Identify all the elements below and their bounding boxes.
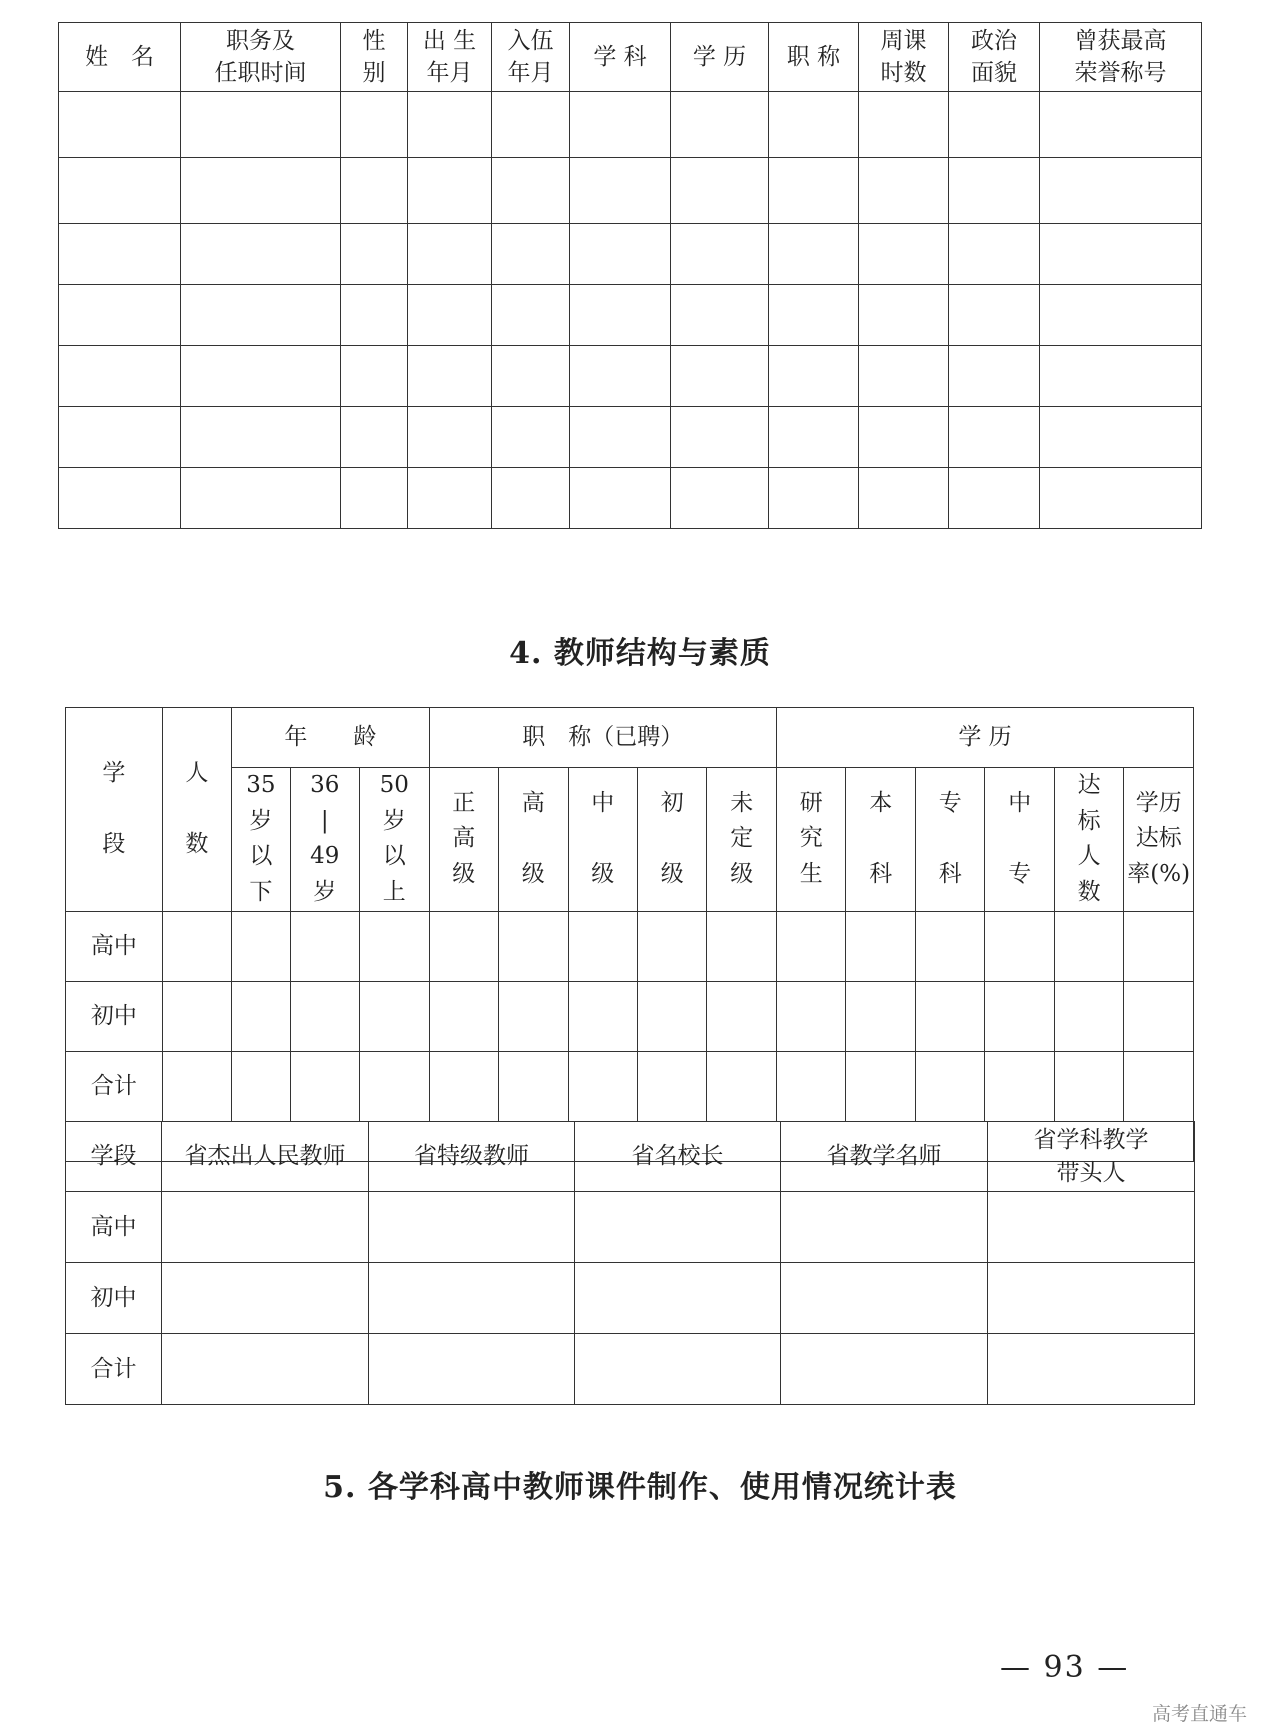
education-column-header: 中 专 xyxy=(985,768,1054,912)
staff-entry-cell[interactable] xyxy=(341,468,408,529)
structure-entry-cell[interactable] xyxy=(162,981,231,1051)
staff-entry-cell[interactable] xyxy=(492,92,570,158)
staff-entry-cell[interactable] xyxy=(949,346,1040,407)
staff-entry-cell[interactable] xyxy=(408,92,492,158)
staff-entry-cell[interactable] xyxy=(408,224,492,285)
honors-entry-cell[interactable] xyxy=(988,1192,1195,1263)
staff-row xyxy=(59,407,1202,468)
honors-header-row xyxy=(66,1122,1195,1192)
honors-entry-cell[interactable] xyxy=(162,1192,369,1263)
staff-entry-cell[interactable] xyxy=(1040,224,1202,285)
honors-row xyxy=(66,1192,1195,1263)
structure-entry-cell[interactable] xyxy=(985,911,1054,981)
staff-entry-cell[interactable] xyxy=(949,92,1040,158)
structure-entry-cell[interactable] xyxy=(637,911,706,981)
stage-label: 初中 xyxy=(66,1263,162,1334)
staff-entry-cell[interactable] xyxy=(859,468,949,529)
structure-entry-cell[interactable] xyxy=(1054,1051,1123,1121)
staff-entry-cell[interactable] xyxy=(671,158,769,224)
section5-title: 5. 各学科高中教师课件制作、使用情况统计表 xyxy=(323,1470,957,1505)
staff-entry-cell[interactable] xyxy=(1040,285,1202,346)
honors-entry-cell[interactable] xyxy=(781,1192,988,1263)
staff-entry-cell[interactable] xyxy=(181,285,341,346)
staff-entry-cell[interactable] xyxy=(671,92,769,158)
honors-header-cell: 省学科教学 带头人 xyxy=(988,1122,1195,1192)
staff-entry-cell[interactable] xyxy=(408,407,492,468)
honors-entry-cell[interactable] xyxy=(369,1334,575,1405)
staff-entry-cell[interactable] xyxy=(181,407,341,468)
staff-entry-cell[interactable] xyxy=(859,92,949,158)
staff-entry-cell[interactable] xyxy=(492,468,570,529)
honors-entry-cell[interactable] xyxy=(988,1263,1195,1334)
staff-row xyxy=(59,346,1202,407)
structure-row xyxy=(66,981,1194,1051)
structure-entry-cell[interactable] xyxy=(568,911,637,981)
count-header: 人 数 xyxy=(162,708,231,912)
staff-entry-cell[interactable] xyxy=(859,346,949,407)
education-column-header: 专 科 xyxy=(915,768,984,912)
staff-row xyxy=(59,468,1202,529)
staff-entry-cell[interactable] xyxy=(570,158,671,224)
honors-entry-cell[interactable] xyxy=(162,1334,369,1405)
staff-entry-cell[interactable] xyxy=(492,285,570,346)
honors-header-cell: 省名校长 xyxy=(575,1122,781,1192)
staff-entry-cell[interactable] xyxy=(181,468,341,529)
staff-entry-cell[interactable] xyxy=(1040,158,1202,224)
staff-entry-cell[interactable] xyxy=(492,407,570,468)
staff-entry-cell[interactable] xyxy=(181,158,341,224)
staff-entry-cell[interactable] xyxy=(949,407,1040,468)
title-column-header: 初 级 xyxy=(637,768,706,912)
staff-header-cell: 职务及 任职时间 xyxy=(181,23,341,92)
staff-entry-cell[interactable] xyxy=(570,468,671,529)
staff-entry-cell[interactable] xyxy=(492,346,570,407)
staff-entry-cell[interactable] xyxy=(859,285,949,346)
structure-entry-cell[interactable] xyxy=(915,911,984,981)
stage-label: 高中 xyxy=(66,911,163,981)
honors-header-cell: 省特级教师 xyxy=(369,1122,575,1192)
structure-entry-cell[interactable] xyxy=(360,911,429,981)
honors-entry-cell[interactable] xyxy=(575,1192,781,1263)
staff-entry-cell[interactable] xyxy=(570,92,671,158)
education-column-header: 达 标 人 数 xyxy=(1054,768,1123,912)
staff-table xyxy=(58,22,1202,529)
stage-label: 高中 xyxy=(66,1192,162,1263)
age-group-header: 年 龄 xyxy=(232,708,429,768)
staff-entry-cell[interactable] xyxy=(1040,346,1202,407)
honors-header-cell: 学段 xyxy=(66,1122,162,1192)
education-column-header: 学历 达标 率(%) xyxy=(1124,768,1194,912)
structure-entry-cell[interactable] xyxy=(1054,981,1123,1051)
structure-entry-cell[interactable] xyxy=(707,981,777,1051)
staff-entry-cell[interactable] xyxy=(181,346,341,407)
structure-entry-cell[interactable] xyxy=(777,981,846,1051)
education-column-header: 本 科 xyxy=(846,768,915,912)
staff-entry-cell[interactable] xyxy=(492,158,570,224)
structure-entry-cell[interactable] xyxy=(1124,1051,1194,1121)
staff-entry-cell[interactable] xyxy=(408,285,492,346)
structure-row xyxy=(66,1051,1194,1121)
structure-entry-cell[interactable] xyxy=(846,1051,915,1121)
stage-label: 初中 xyxy=(66,981,163,1051)
structure-entry-cell[interactable] xyxy=(637,981,706,1051)
staff-entry-cell[interactable] xyxy=(570,224,671,285)
staff-entry-cell[interactable] xyxy=(59,92,181,158)
staff-entry-cell[interactable] xyxy=(59,224,181,285)
structure-entry-cell[interactable] xyxy=(915,981,984,1051)
stage-label: 合计 xyxy=(66,1334,162,1405)
section4-title: 4. 教师结构与素质 xyxy=(509,636,771,671)
staff-header-cell: 周课 时数 xyxy=(859,23,949,92)
staff-entry-cell[interactable] xyxy=(408,158,492,224)
honors-entry-cell[interactable] xyxy=(988,1334,1195,1405)
staff-entry-cell[interactable] xyxy=(671,468,769,529)
staff-entry-cell[interactable] xyxy=(769,158,859,224)
stage-label: 合计 xyxy=(66,1051,163,1121)
honors-entry-cell[interactable] xyxy=(575,1263,781,1334)
structure-entry-cell[interactable] xyxy=(429,1051,498,1121)
structure-entry-cell[interactable] xyxy=(985,1051,1054,1121)
structure-entry-cell[interactable] xyxy=(162,1051,231,1121)
title-column-header: 高 级 xyxy=(499,768,568,912)
staff-entry-cell[interactable] xyxy=(949,158,1040,224)
staff-entry-cell[interactable] xyxy=(1040,468,1202,529)
structure-entry-cell[interactable] xyxy=(360,981,429,1051)
title-column-header: 中 级 xyxy=(568,768,637,912)
structure-entry-cell[interactable] xyxy=(499,911,568,981)
honors-entry-cell[interactable] xyxy=(575,1334,781,1405)
staff-row xyxy=(59,285,1202,346)
staff-entry-cell[interactable] xyxy=(492,224,570,285)
honors-entry-cell[interactable] xyxy=(781,1263,988,1334)
structure-entry-cell[interactable] xyxy=(232,981,290,1051)
structure-entry-cell[interactable] xyxy=(1054,911,1123,981)
structure-entry-cell[interactable] xyxy=(290,911,359,981)
staff-entry-cell[interactable] xyxy=(59,346,181,407)
staff-header-cell: 政治 面貌 xyxy=(949,23,1040,92)
structure-entry-cell[interactable] xyxy=(568,1051,637,1121)
staff-entry-cell[interactable] xyxy=(408,346,492,407)
staff-entry-cell[interactable] xyxy=(59,468,181,529)
staff-entry-cell[interactable] xyxy=(769,224,859,285)
staff-entry-cell[interactable] xyxy=(1040,407,1202,468)
structure-entry-cell[interactable] xyxy=(568,981,637,1051)
education-group-header: 学 历 xyxy=(777,708,1194,768)
staff-entry-cell[interactable] xyxy=(341,92,408,158)
honors-row xyxy=(66,1334,1195,1405)
staff-entry-cell[interactable] xyxy=(769,285,859,346)
staff-entry-cell[interactable] xyxy=(859,158,949,224)
staff-header-row xyxy=(59,23,1202,92)
staff-row xyxy=(59,158,1202,224)
honors-header-cell: 省教学名师 xyxy=(781,1122,988,1192)
staff-entry-cell[interactable] xyxy=(59,285,181,346)
structure-subheader-row xyxy=(66,768,1194,912)
staff-row xyxy=(59,224,1202,285)
structure-entry-cell[interactable] xyxy=(232,1051,290,1121)
structure-entry-cell[interactable] xyxy=(846,911,915,981)
structure-entry-cell[interactable] xyxy=(707,911,777,981)
honors-entry-cell[interactable] xyxy=(369,1263,575,1334)
staff-entry-cell[interactable] xyxy=(769,407,859,468)
staff-header-cell: 职 称 xyxy=(769,23,859,92)
staff-entry-cell[interactable] xyxy=(341,224,408,285)
staff-entry-cell[interactable] xyxy=(769,92,859,158)
structure-entry-cell[interactable] xyxy=(429,911,498,981)
honors-row xyxy=(66,1263,1195,1334)
title-column-header: 未 定 级 xyxy=(707,768,777,912)
age-column-header: 50 岁 以 上 xyxy=(360,768,429,912)
staff-header-cell: 曾获最高 荣誉称号 xyxy=(1040,23,1202,92)
staff-header-cell: 入伍 年月 xyxy=(492,23,570,92)
structure-entry-cell[interactable] xyxy=(162,911,231,981)
honors-entry-cell[interactable] xyxy=(162,1263,369,1334)
staff-entry-cell[interactable] xyxy=(408,468,492,529)
staff-entry-cell[interactable] xyxy=(769,468,859,529)
staff-header-cell: 学 历 xyxy=(671,23,769,92)
staff-entry-cell[interactable] xyxy=(671,407,769,468)
honors-table xyxy=(65,1121,1195,1405)
structure-entry-cell[interactable] xyxy=(232,911,290,981)
structure-entry-cell[interactable] xyxy=(915,1051,984,1121)
structure-entry-cell[interactable] xyxy=(846,981,915,1051)
structure-entry-cell[interactable] xyxy=(290,1051,359,1121)
staff-row xyxy=(59,92,1202,158)
staff-entry-cell[interactable] xyxy=(570,407,671,468)
staff-entry-cell[interactable] xyxy=(671,224,769,285)
structure-entry-cell[interactable] xyxy=(777,911,846,981)
staff-entry-cell[interactable] xyxy=(341,158,408,224)
staff-header-cell: 学 科 xyxy=(570,23,671,92)
structure-entry-cell[interactable] xyxy=(1124,981,1194,1051)
staff-entry-cell[interactable] xyxy=(341,285,408,346)
staff-entry-cell[interactable] xyxy=(949,224,1040,285)
stage-header: 学 段 xyxy=(66,708,163,912)
staff-entry-cell[interactable] xyxy=(859,407,949,468)
staff-entry-cell[interactable] xyxy=(949,468,1040,529)
structure-entry-cell[interactable] xyxy=(429,981,498,1051)
staff-entry-cell[interactable] xyxy=(341,407,408,468)
structure-entry-cell[interactable] xyxy=(360,1051,429,1121)
structure-entry-cell[interactable] xyxy=(985,981,1054,1051)
structure-entry-cell[interactable] xyxy=(499,981,568,1051)
staff-entry-cell[interactable] xyxy=(341,346,408,407)
staff-entry-cell[interactable] xyxy=(949,285,1040,346)
staff-entry-cell[interactable] xyxy=(671,346,769,407)
structure-entry-cell[interactable] xyxy=(290,981,359,1051)
staff-header-cell: 姓 名 xyxy=(59,23,181,92)
staff-entry-cell[interactable] xyxy=(1040,92,1202,158)
structure-entry-cell[interactable] xyxy=(777,1051,846,1121)
structure-row xyxy=(66,911,1194,981)
staff-entry-cell[interactable] xyxy=(59,407,181,468)
honors-header-cell: 省杰出人民教师 xyxy=(162,1122,369,1192)
staff-entry-cell[interactable] xyxy=(859,224,949,285)
title-column-header: 正 高 级 xyxy=(429,768,498,912)
staff-entry-cell[interactable] xyxy=(570,285,671,346)
watermark: 高考直通车 xyxy=(1152,1703,1248,1725)
staff-entry-cell[interactable] xyxy=(181,224,341,285)
staff-header-cell: 出 生 年月 xyxy=(408,23,492,92)
staff-entry-cell[interactable] xyxy=(671,285,769,346)
structure-entry-cell[interactable] xyxy=(637,1051,706,1121)
structure-entry-cell[interactable] xyxy=(707,1051,777,1121)
honors-entry-cell[interactable] xyxy=(781,1334,988,1405)
staff-entry-cell[interactable] xyxy=(181,92,341,158)
education-column-header: 研 究 生 xyxy=(777,768,846,912)
staff-entry-cell[interactable] xyxy=(59,158,181,224)
staff-entry-cell[interactable] xyxy=(570,346,671,407)
title-group-header: 职 称（已聘） xyxy=(429,708,776,768)
teacher-structure-table xyxy=(65,707,1194,1162)
structure-entry-cell[interactable] xyxy=(499,1051,568,1121)
staff-entry-cell[interactable] xyxy=(769,346,859,407)
honors-entry-cell[interactable] xyxy=(369,1192,575,1263)
age-column-header: 35 岁 以 下 xyxy=(232,768,290,912)
age-column-header: 36 | 49 岁 xyxy=(290,768,359,912)
page-number: — 93 — xyxy=(1000,1650,1130,1685)
staff-header-cell: 性 别 xyxy=(341,23,408,92)
structure-entry-cell[interactable] xyxy=(1124,911,1194,981)
